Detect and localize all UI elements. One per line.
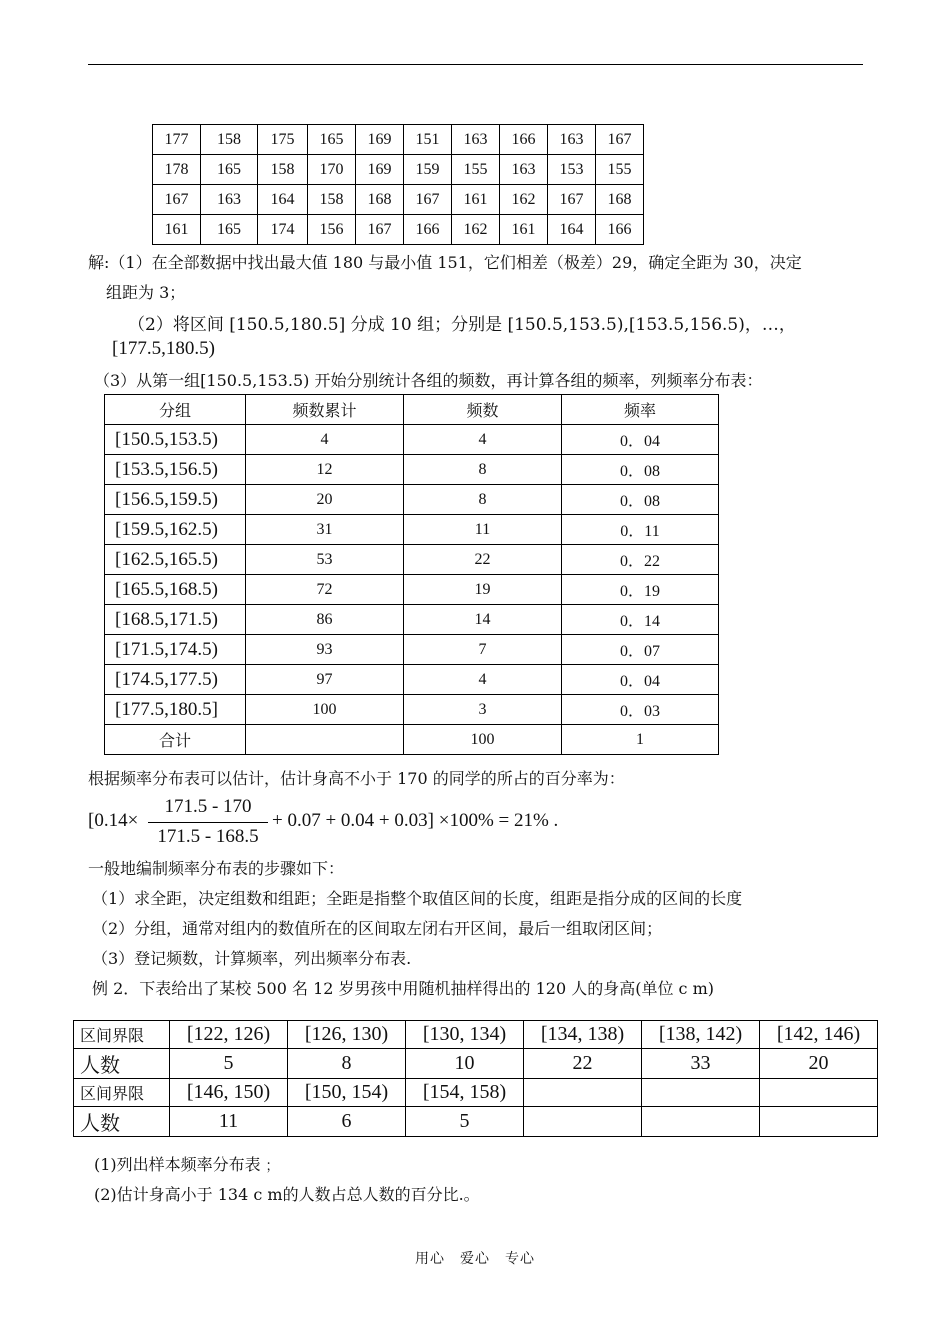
frequency-table-row (105, 455, 719, 485)
example2-question2: (2)估计身高小于 134 c m的人数占总人数的百分比.。 (94, 1185, 480, 1204)
raw-data-cell: 153 (548, 155, 596, 185)
row-label: 区间界限 (74, 1021, 170, 1049)
group-interval: [174.5,177.5) (105, 665, 246, 695)
raw-data-cell: 151 (404, 125, 452, 155)
raw-data-cell: 167 (404, 185, 452, 215)
count: 14 (404, 605, 562, 635)
count: 8 (404, 485, 562, 515)
raw-data-cell: 167 (596, 125, 644, 155)
raw-data-row (153, 155, 644, 185)
raw-data-cell: 174 (258, 215, 308, 245)
raw-data-cell: 164 (258, 185, 308, 215)
count: 11 (404, 515, 562, 545)
raw-data-cell: 177 (153, 125, 201, 155)
interval-cell: [130, 134) (406, 1021, 524, 1049)
frequency-table-total-row (105, 725, 719, 755)
raw-data-cell: 163 (201, 185, 258, 215)
cumulative-count: 72 (246, 575, 404, 605)
raw-data-cell: 163 (500, 155, 548, 185)
interval-cell (524, 1079, 642, 1107)
raw-data-cell: 161 (500, 215, 548, 245)
frequency: 0．14 (562, 605, 719, 635)
frequency-table-row (105, 575, 719, 605)
cumulative-count: 100 (246, 695, 404, 725)
total-frequency: 1 (562, 725, 719, 755)
frequency-table (104, 394, 719, 755)
raw-data-cell: 155 (596, 155, 644, 185)
frequency: 0．19 (562, 575, 719, 605)
example2-row (74, 1107, 878, 1137)
frequency: 0．04 (562, 665, 719, 695)
cumulative-count: 93 (246, 635, 404, 665)
formula-lead: [0.14× (88, 810, 139, 831)
interval-cell: [126, 130) (288, 1021, 406, 1049)
interval-cell: [142, 146) (760, 1021, 878, 1049)
raw-data-table (152, 124, 644, 245)
count: 8 (404, 455, 562, 485)
frequency-table-row (105, 545, 719, 575)
raw-data-cell: 170 (308, 155, 356, 185)
group-interval: [156.5,159.5) (105, 485, 246, 515)
estimate-intro: 根据频率分布表可以估计，估计身高不小于 170 的同学的所占的百分率为： (88, 769, 625, 788)
frequency: 0．22 (562, 545, 719, 575)
group-interval: [150.5,153.5) (105, 425, 246, 455)
raw-data-cell: 165 (308, 125, 356, 155)
example2-question1: (1)列出样本频率分布表﹔ (94, 1155, 277, 1174)
count-cell: 8 (288, 1049, 406, 1079)
raw-data-cell: 162 (452, 215, 500, 245)
header-group: 分组 (105, 395, 246, 425)
steps-1: （1）求全距，决定组数和组距；全距是指整个取值区间的长度，组距是指分成的区间的长度 (92, 889, 743, 908)
count-cell: 10 (406, 1049, 524, 1079)
count-cell (642, 1107, 760, 1137)
raw-data-cell: 161 (452, 185, 500, 215)
raw-data-row (153, 125, 644, 155)
count: 3 (404, 695, 562, 725)
interval-cell: [138, 142) (642, 1021, 760, 1049)
raw-data-cell: 159 (404, 155, 452, 185)
count: 7 (404, 635, 562, 665)
count-cell (524, 1107, 642, 1137)
formula-fraction-bar (148, 822, 268, 823)
total-cumulative-empty (246, 725, 404, 755)
example2-row (74, 1079, 878, 1107)
frequency-table-row (105, 515, 719, 545)
raw-data-cell: 167 (356, 215, 404, 245)
row-label: 人数 (74, 1107, 170, 1137)
count: 4 (404, 665, 562, 695)
frequency-table-header (105, 395, 719, 425)
raw-data-cell: 169 (356, 125, 404, 155)
raw-data-cell: 161 (153, 215, 201, 245)
raw-data-cell: 166 (596, 215, 644, 245)
raw-data-cell: 166 (404, 215, 452, 245)
frequency: 0．08 (562, 485, 719, 515)
raw-data-cell: 169 (356, 155, 404, 185)
raw-data-cell: 155 (452, 155, 500, 185)
interval-cell: [150, 154) (288, 1079, 406, 1107)
total-label: 合计 (105, 725, 246, 755)
count-cell: 5 (406, 1107, 524, 1137)
header-rule (88, 64, 863, 65)
steps-3: （3）登记频数，计算频率，列出频率分布表. (92, 949, 412, 968)
interval-cell: [154, 158) (406, 1079, 524, 1107)
raw-data-cell: 165 (201, 155, 258, 185)
cumulative-count: 97 (246, 665, 404, 695)
raw-data-cell: 158 (308, 185, 356, 215)
header-cumulative: 频数累计 (246, 395, 404, 425)
count: 22 (404, 545, 562, 575)
raw-data-row (153, 185, 644, 215)
raw-data-cell: 167 (548, 185, 596, 215)
raw-data-cell: 165 (201, 215, 258, 245)
formula-tail: + 0.07 + 0.04 + 0.03] ×100% = 21% . (272, 810, 559, 831)
raw-data-cell: 164 (548, 215, 596, 245)
frequency: 0．04 (562, 425, 719, 455)
example2-row (74, 1021, 878, 1049)
example2-row (74, 1049, 878, 1079)
steps-heading: 一般地编制频率分布表的步骤如下： (88, 859, 345, 878)
cumulative-count: 86 (246, 605, 404, 635)
raw-data-cell: 158 (201, 125, 258, 155)
solution-step1-line2: 组距为 3； (106, 283, 186, 302)
raw-data-cell: 168 (596, 185, 644, 215)
frequency: 0．07 (562, 635, 719, 665)
solution-step3: （3）从第一组[150.5,153.5) 开始分别统计各组的频数，再计算各组的频率，列频率分布表： (94, 371, 763, 390)
raw-data-cell: 156 (308, 215, 356, 245)
interval-cell: [134, 138) (524, 1021, 642, 1049)
cumulative-count: 31 (246, 515, 404, 545)
header-count: 频数 (404, 395, 562, 425)
raw-data-cell: 166 (500, 125, 548, 155)
interval-cell (642, 1079, 760, 1107)
frequency-table-row (105, 605, 719, 635)
raw-data-cell: 168 (356, 185, 404, 215)
count-cell: 22 (524, 1049, 642, 1079)
count: 19 (404, 575, 562, 605)
solution-step2-line2: [177.5,180.5) (112, 338, 215, 359)
raw-data-cell: 158 (258, 155, 308, 185)
frequency: 0．03 (562, 695, 719, 725)
frequency-table-row (105, 485, 719, 515)
raw-data-cell: 162 (500, 185, 548, 215)
page-footer: 用心 爱心 专心 (415, 1251, 535, 1267)
frequency: 0．08 (562, 455, 719, 485)
group-interval: [177.5,180.5] (105, 695, 246, 725)
group-interval: [153.5,156.5) (105, 455, 246, 485)
formula-denominator: 171.5 - 168.5 (157, 826, 259, 847)
frequency-table-row (105, 425, 719, 455)
raw-data-cell: 163 (548, 125, 596, 155)
solution-step1-line1: 解:（1）在全部数据中找出最大值 180 与最小值 151，它们相差（极差）29，确定全距为 30，决定 (88, 253, 802, 272)
row-label: 区间界限 (74, 1079, 170, 1107)
frequency: 0．11 (562, 515, 719, 545)
formula-numerator: 171.5 - 170 (164, 796, 252, 817)
header-frequency: 频率 (562, 395, 719, 425)
count-cell: 5 (170, 1049, 288, 1079)
frequency-table-row (105, 695, 719, 725)
steps-2: （2）分组，通常对组内的数值所在的区间取左闭右开区间，最后一组取闭区间； (92, 919, 663, 938)
cumulative-count: 53 (246, 545, 404, 575)
group-interval: [162.5,165.5) (105, 545, 246, 575)
group-interval: [168.5,171.5) (105, 605, 246, 635)
count-cell: 11 (170, 1107, 288, 1137)
cumulative-count: 20 (246, 485, 404, 515)
count: 4 (404, 425, 562, 455)
frequency-table-row (105, 665, 719, 695)
cumulative-count: 4 (246, 425, 404, 455)
row-label: 人数 (74, 1049, 170, 1079)
frequency-table-row (105, 635, 719, 665)
group-interval: [171.5,174.5) (105, 635, 246, 665)
group-interval: [165.5,168.5) (105, 575, 246, 605)
interval-cell (760, 1079, 878, 1107)
example2-intro: 例 2．下表给出了某校 500 名 12 岁男孩中用随机抽样得出的 120 人的身高(单位 c m) (92, 979, 715, 998)
raw-data-cell: 163 (452, 125, 500, 155)
raw-data-row (153, 215, 644, 245)
total-count: 100 (404, 725, 562, 755)
raw-data-cell: 175 (258, 125, 308, 155)
count-cell: 20 (760, 1049, 878, 1079)
interval-cell: [146, 150) (170, 1079, 288, 1107)
example2-table (73, 1020, 878, 1137)
cumulative-count: 12 (246, 455, 404, 485)
raw-data-cell: 167 (153, 185, 201, 215)
count-cell: 6 (288, 1107, 406, 1137)
group-interval: [159.5,162.5) (105, 515, 246, 545)
solution-step2-line1: （2）将区间 [150.5,180.5] 分成 10 组；分别是 [150.5,153.5),[153.5,156.5)，…， (128, 315, 796, 335)
count-cell: 33 (642, 1049, 760, 1079)
interval-cell: [122, 126) (170, 1021, 288, 1049)
raw-data-cell: 178 (153, 155, 201, 185)
count-cell (760, 1107, 878, 1137)
